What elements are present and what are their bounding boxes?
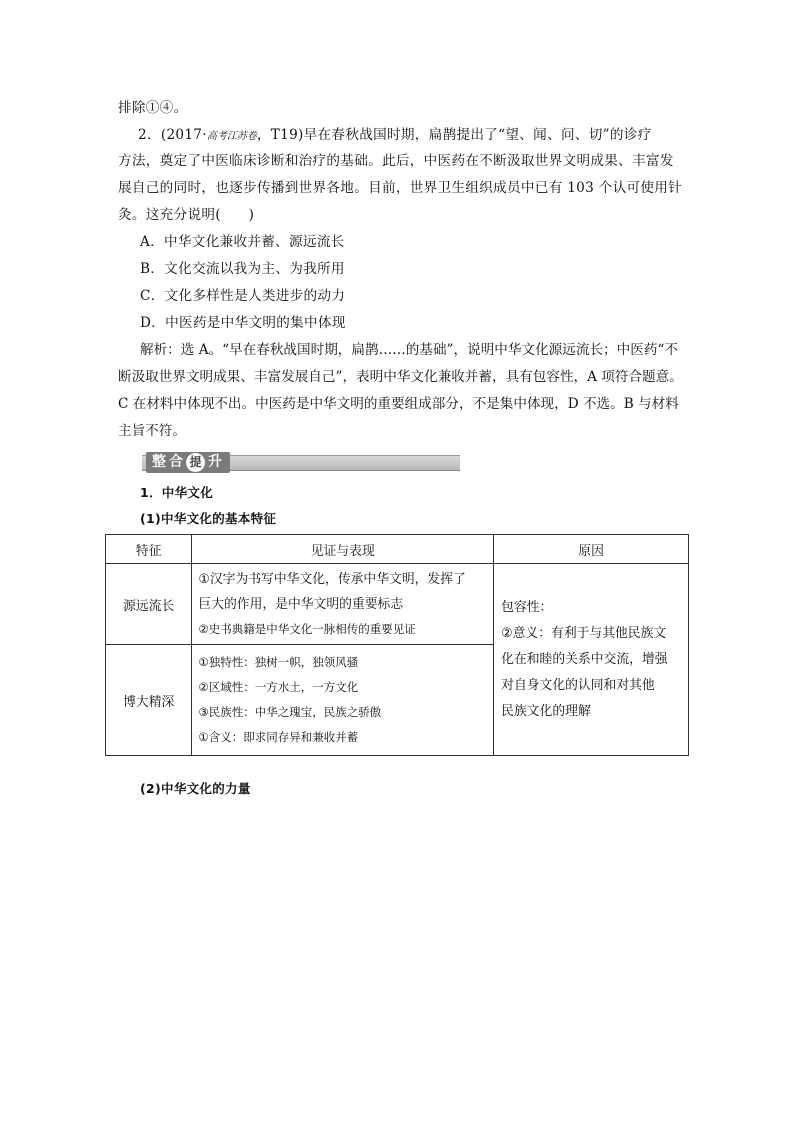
question-text: ，T19)早在春秋战国时期，扁鹊提出了“望、闻、问、切”的诊疗: [256, 127, 652, 143]
table-header-cell: 特征: [106, 535, 192, 564]
evidence-cell: [192, 645, 494, 756]
section-banner: [142, 452, 460, 474]
subsection-heading: (2)中华文化的力量: [140, 781, 251, 796]
feature-cell: 博大精深: [106, 645, 192, 756]
paragraph-line: 排除①④。: [118, 100, 188, 116]
table-header-cell: 原因: [494, 535, 689, 564]
evidence-line: 巨大的作用，是中华文明的重要标志: [198, 596, 404, 612]
evidence-line: ①含义：即求同存异和兼收并蓄: [198, 730, 359, 744]
question-2-line-3: 展自己的同时，也逐步传播到世界各地。目前，世界卫生组织成员中已有 103 个认可使用针: [118, 180, 683, 196]
evidence-line: ③民族性：中华之瑰宝，民族之骄傲: [198, 705, 382, 719]
banner-char: 升: [208, 454, 222, 470]
subsection-heading: (1)中华文化的基本特征: [140, 511, 277, 526]
question-number: 2．(2017·: [138, 127, 207, 143]
reason-line: 民族文化的理解: [501, 703, 591, 719]
banner-circle-char: 提: [186, 453, 205, 472]
table-row: [106, 564, 689, 645]
evidence-line: ②史书典籍是中华文化一脉相传的重要见证: [198, 621, 416, 636]
table-header-row: [106, 535, 689, 564]
reason-line: 对自身文化的认同和对其他: [501, 677, 655, 693]
reason-cell: [494, 564, 689, 756]
answer-line-4: 主旨不符。: [118, 423, 186, 439]
evidence-line: ②区域性：一方水土，一方文化: [198, 680, 359, 694]
answer-line-1: 解析：选 A。“早在春秋战国时期，扁鹊……的基础”，说明中华文化源远流长；中医药“不: [140, 342, 678, 358]
answer-line-3: C 在材料中体现不出。中医药是中华文明的重要组成部分，不是集中体现，D 不选。B 与材料: [118, 396, 679, 412]
evidence-line: ①汉字为书写中华文化，传承中华文明，发挥了: [198, 571, 466, 587]
option-a: A．中华文化兼收并蓄、源远流长: [140, 234, 345, 250]
question-2-line-1: [138, 126, 652, 146]
feature-table: [105, 534, 689, 756]
question-2-line-2: 方法，奠定了中医临床诊断和治疗的基础。此后，中医药在不断汲取世界文明成果、丰富发: [118, 153, 674, 169]
table-header-cell: 见证与表现: [192, 535, 494, 564]
option-b: B．文化交流以我为主、为我所用: [140, 261, 345, 277]
reason-line: 包容性：: [501, 599, 553, 615]
option-d: D．中医药是中华文明的集中体现: [140, 315, 346, 331]
evidence-line: ①独特性：独树一帜，独领风骚: [198, 655, 359, 669]
section-heading: 1．中华文化: [140, 485, 213, 500]
banner-char: 整: [152, 454, 166, 470]
feature-cell: 源远流长: [106, 564, 192, 645]
question-source: 高考江苏卷: [206, 131, 257, 142]
option-c: C．文化多样性是人类进步的动力: [140, 288, 346, 304]
answer-line-2: 断汲取世界文明成果、丰富发展自己”，表明中华文化兼收并蓄，具有包容性，A 项符合题意。: [118, 369, 683, 385]
evidence-cell: [192, 564, 494, 645]
question-2-line-4: 灸。这充分说明( ): [118, 207, 255, 223]
reason-line: ②意义：有利于与其他民族文: [501, 625, 667, 641]
banner-char: 合: [169, 454, 183, 470]
reason-line: 化在和睦的关系中交流，增强: [501, 651, 668, 667]
banner-label: [146, 452, 230, 473]
